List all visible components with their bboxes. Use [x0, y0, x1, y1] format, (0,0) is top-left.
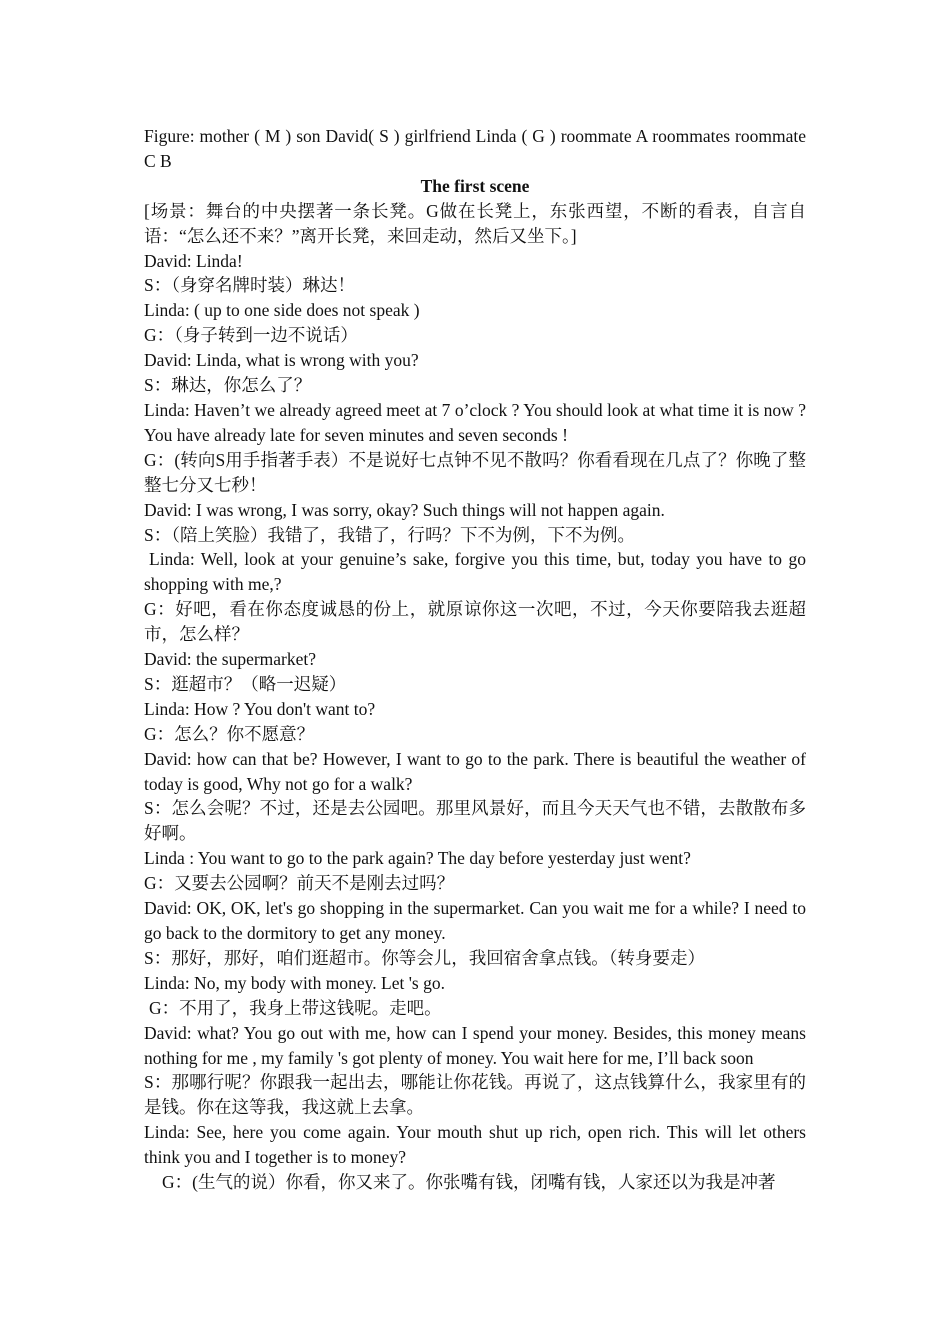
- dialogue-line: S：（身穿名牌时装）琳达！: [144, 275, 355, 296]
- cast-line: Figure: mother ( M ) son David( S ) girlfriend Linda ( G ) roommate A roommates roommate C B: [144, 126, 806, 171]
- dialogue-line: S：那好，那好，咱们逛超市。你等会儿，我回宿舍拿点钱。（转身要走）: [144, 947, 705, 968]
- dialogue-line: Linda: No, my body with money. Let 's go.: [144, 972, 445, 993]
- scene-title: The first scene: [420, 175, 530, 196]
- dialogue-line: David: the supermarket?: [144, 649, 317, 670]
- dialogue-line: G：（身子转到一边不说话）: [144, 325, 358, 346]
- stage-direction: [场景：舞台的中央摆著一条长凳。G做在长凳上，东张西望，不断的看表，自言自语：“怎么还不来？”离开长凳，来回走动，然后又坐下。]: [144, 200, 806, 246]
- dialogue-line: G：(生气的说）你看，你又来了。你张嘴有钱，闭嘴有钱，人家还以为我是冲著: [162, 1172, 776, 1193]
- document-body: [144, 124, 806, 1195]
- dialogue-line: S：怎么会呢？不过，还是去公园吧。那里风景好，而且今天天气也不错，去散散布多好啊。: [144, 798, 806, 844]
- dialogue-line: S：（陪上笑脸）我错了，我错了，行吗？下不为例，下不为例。: [144, 524, 635, 545]
- dialogue-line: David: how can that be? However, I want to go to the park. There is beautiful the weather of today is good, Why not go for a walk?: [144, 748, 806, 794]
- dialogue-line: G：(转向S用手指著手表）不是说好七点钟不见不散吗？你看看现在几点了？你晚了整整七分又七秒！: [144, 449, 806, 495]
- dialogue-line: David: Linda, what is wrong with you?: [144, 350, 419, 371]
- dialogue-line: Linda: How ? You don't want to?: [144, 698, 376, 719]
- dialogue-line: David: what? You go out with me, how can I spend your money. Besides, this money means nothing for me , my family 's got plenty of money. You wait here for me, I’ll back soon: [144, 1022, 806, 1068]
- dialogue-line: David: I was wrong, I was sorry, okay? Such things will not happen again.: [144, 499, 665, 520]
- dialogue-line: S：琳达，你怎么了？: [144, 375, 312, 396]
- dialogue-line: David: OK, OK, let's go shopping in the supermarket. Can you wait me for a while? I need to go back to the dormitory to get any money.: [144, 898, 806, 943]
- dialogue-line: G：又要去公园啊？前天不是刚去过吗？: [144, 873, 455, 894]
- dialogue-line: G：好吧，看在你态度诚恳的份上，就原谅你这一次吧，不过，今天你要陪我去逛超市，怎么样？: [144, 599, 806, 645]
- dialogue-line: Linda: Haven’t we already agreed meet at 7 o’clock ? You should look at what time it is now ? You have already late for seven minutes and seven seconds !: [144, 399, 806, 445]
- dialogue-line: Linda : You want to go to the park again? The day before yesterday just went?: [144, 848, 691, 869]
- dialogue-line: G：不用了，我身上带这钱呢。走吧。: [149, 997, 442, 1018]
- dialogue-line: Linda: See, here you come again. Your mouth shut up rich, open rich. This will let others think you and I together is to money?: [144, 1122, 806, 1168]
- dialogue-line: S：那哪行呢？你跟我一起出去，哪能让你花钱。再说了，这点钱算什么，我家里有的是钱。你在这等我，我这就上去拿。: [144, 1072, 806, 1118]
- dialogue-line: Linda: ( up to one side does not speak ): [144, 300, 420, 321]
- dialogue-line: David: Linda!: [144, 250, 243, 271]
- dialogue-line: S：逛超市？（略一迟疑）: [144, 673, 347, 694]
- dialogue-line: G：怎么？你不愿意？: [144, 723, 315, 744]
- dialogue-line: Linda: Well, look at your genuine’s sake, forgive you this time, but, today you have to go shopping with me,?: [144, 549, 806, 595]
